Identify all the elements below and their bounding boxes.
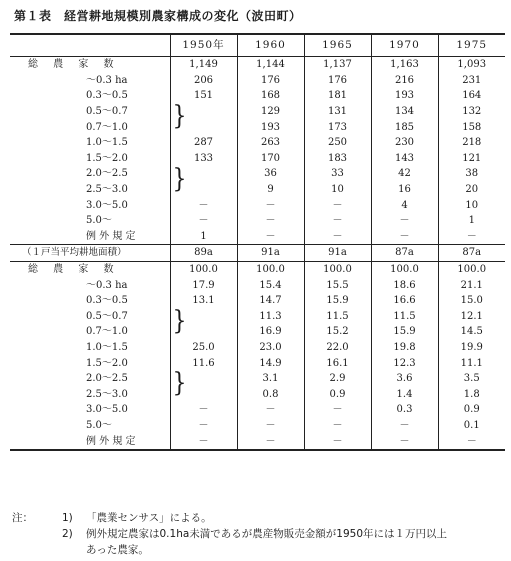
brace-icon: } — [172, 368, 187, 399]
table-row — [10, 182, 505, 198]
cell-value: 11.5 — [371, 309, 438, 325]
size-class-label: 例 外 規 定 — [86, 230, 136, 242]
cell-value: 1 — [170, 229, 237, 245]
size-class-label: 2.0～2.5 — [86, 168, 128, 180]
average-value: 87a — [371, 245, 438, 262]
cell-value: － — [371, 213, 438, 229]
brace-icon: } — [172, 164, 187, 195]
table-row — [10, 197, 505, 213]
cell-value: 15.9 — [371, 324, 438, 340]
cell-value: 3.1 — [237, 371, 304, 387]
cell-value: － — [237, 229, 304, 245]
cell-value: 176 — [237, 73, 304, 89]
year-header: 1975 — [438, 34, 505, 57]
brace-icon: } — [172, 306, 187, 337]
average-value: 91a — [237, 245, 304, 262]
cell-value: 218 — [438, 135, 505, 151]
cell-value: 287 — [170, 135, 237, 151]
cell-value: － — [237, 402, 304, 418]
cell-value: － — [170, 418, 237, 434]
cell-value: 216 — [371, 73, 438, 89]
cell-value: 19.8 — [371, 340, 438, 356]
cell-value: 193 — [371, 88, 438, 104]
cell-value: 16.6 — [371, 293, 438, 309]
cell-value: 20 — [438, 182, 505, 198]
note-row — [12, 542, 447, 558]
average-value: 87a — [438, 245, 505, 262]
table-row — [10, 386, 505, 402]
table-row — [10, 418, 505, 434]
cell-value: 121 — [438, 151, 505, 167]
size-class-label: 1.0～1.5 — [86, 341, 128, 353]
size-class-label: ～0.3 ha — [86, 74, 128, 86]
cell-value: 16 — [371, 182, 438, 198]
table-row — [10, 73, 505, 89]
cell-value: － — [438, 229, 505, 245]
cell-value: － — [237, 418, 304, 434]
cell-value: 170 — [237, 151, 304, 167]
year-header: 1970 — [371, 34, 438, 57]
cell-value: 11.5 — [304, 309, 371, 325]
note-text: 例外規定農家は0.1ha未満であるが農産物販売金額が1950年には１万円以上 — [86, 528, 448, 540]
cell-value: 18.6 — [371, 277, 438, 293]
cell-value: 263 — [237, 135, 304, 151]
cell-value: 151 — [170, 88, 237, 104]
year-header: 1965 — [304, 34, 371, 57]
total-value: 100.0 — [237, 261, 304, 277]
size-class-label: 0.3～0.5 — [86, 295, 128, 307]
cell-value: － — [170, 433, 237, 450]
total-value: 100.0 — [371, 261, 438, 277]
notes-label: 注： — [12, 512, 33, 524]
note-text: あった農家。 — [86, 544, 149, 556]
cell-value: － — [237, 213, 304, 229]
cell-value: － — [170, 402, 237, 418]
cell-value: 206 — [170, 73, 237, 89]
cell-value: 16.1 — [304, 355, 371, 371]
year-header: 1950年 — [170, 34, 237, 57]
size-class-label: 3.0～5.0 — [86, 404, 128, 416]
total-value: 100.0 — [438, 261, 505, 277]
cell-value: 250 — [304, 135, 371, 151]
total-row — [10, 261, 505, 277]
table-row — [10, 151, 505, 167]
size-class-label: 0.7～1.0 — [86, 326, 128, 338]
size-class-label: 0.3～0.5 — [86, 90, 128, 102]
cell-value: 173 — [304, 119, 371, 135]
total-value: 1,163 — [371, 57, 438, 73]
table-row — [10, 166, 505, 182]
table-row — [10, 119, 505, 135]
table-row — [10, 309, 505, 325]
table-row — [10, 340, 505, 356]
total-label: 総 農 家 数 — [28, 59, 120, 71]
cell-value: 15.9 — [304, 293, 371, 309]
cell-value: 193 — [237, 119, 304, 135]
cell-value: 0.1 — [438, 418, 505, 434]
cell-value: － — [371, 229, 438, 245]
size-class-label: 2.5～3.0 — [86, 388, 128, 400]
cell-value: 14.7 — [237, 293, 304, 309]
table-title: 第１表 経営耕地規模別農家構成の変化（波田町） — [14, 9, 302, 23]
table-row — [10, 402, 505, 418]
cell-value: 11.3 — [237, 309, 304, 325]
cell-value: 176 — [304, 73, 371, 89]
table-row — [10, 213, 505, 229]
cell-value: 11.6 — [170, 355, 237, 371]
total-value: 100.0 — [304, 261, 371, 277]
table-row — [10, 277, 505, 293]
notes — [12, 510, 447, 558]
size-class-label: 5.0～ — [86, 419, 112, 431]
cell-value: 164 — [438, 88, 505, 104]
size-class-label: 例 外 規 定 — [10, 433, 170, 450]
size-class-label: 5.0～ — [86, 215, 112, 227]
table-row — [10, 293, 505, 309]
size-class-label: 3.0～5.0 — [86, 199, 128, 211]
cell-value: 19.9 — [438, 340, 505, 356]
note-number — [62, 542, 86, 558]
size-class-label: ～0.3 ha — [86, 279, 128, 291]
cell-value: 0.9 — [438, 402, 505, 418]
cell-value: 15.5 — [304, 277, 371, 293]
cell-value: 1.8 — [438, 386, 505, 402]
cell-value: 3.5 — [438, 371, 505, 387]
header-row — [10, 34, 505, 57]
cell-value: 10 — [304, 182, 371, 198]
cell-value: 11.1 — [438, 355, 505, 371]
cell-value: 132 — [438, 104, 505, 120]
cell-value: － — [371, 418, 438, 434]
cell-value: 13.1 — [170, 293, 237, 309]
cell-value: 42 — [371, 166, 438, 182]
cell-value: 12.3 — [371, 355, 438, 371]
table-row — [10, 104, 505, 120]
note-number: 1) — [62, 512, 73, 524]
size-class-label: 2.0～2.5 — [86, 373, 128, 385]
cell-value: 15.0 — [438, 293, 505, 309]
cell-value: 231 — [438, 73, 505, 89]
table-row — [10, 355, 505, 371]
cell-value: 129 — [237, 104, 304, 120]
cell-value: 158 — [438, 119, 505, 135]
merged-1950-value — [170, 306, 237, 340]
cell-value: 16.9 — [237, 324, 304, 340]
cell-value: 17.9 — [170, 277, 237, 293]
cell-value: 133 — [170, 151, 237, 167]
cell-value: － — [304, 402, 371, 418]
cell-value: 14.5 — [438, 324, 505, 340]
total-value: 1,149 — [170, 57, 237, 73]
cell-value: 134 — [371, 104, 438, 120]
total-value: 1,093 — [438, 57, 505, 73]
cell-value: 23.0 — [237, 340, 304, 356]
cell-value: 3.6 — [371, 371, 438, 387]
cell-value: 185 — [371, 119, 438, 135]
cell-value: 33 — [304, 166, 371, 182]
total-label: 総 農 家 数 — [28, 264, 120, 276]
cell-value: 4 — [371, 197, 438, 213]
cell-value: 2.9 — [304, 371, 371, 387]
total-value: 1,144 — [237, 57, 304, 73]
cell-value: 181 — [304, 88, 371, 104]
brace-icon: } — [172, 101, 187, 132]
cell-value: － — [304, 418, 371, 434]
year-header: 1960 — [237, 34, 304, 57]
cell-value: 143 — [371, 151, 438, 167]
size-class-label: 1.5～2.0 — [86, 357, 128, 369]
table-row — [10, 433, 505, 450]
table-row — [10, 371, 505, 387]
cell-value: 15.2 — [304, 324, 371, 340]
cell-value: － — [237, 433, 304, 450]
merged-1950-value — [170, 101, 237, 135]
table-row — [10, 88, 505, 104]
cell-value: 0.3 — [371, 402, 438, 418]
cell-value: 0.9 — [304, 386, 371, 402]
average-value: 91a — [304, 245, 371, 262]
cell-value: － — [371, 433, 438, 450]
size-class-label: 2.5～3.0 — [86, 184, 128, 196]
total-row — [10, 57, 505, 73]
merged-1950-value — [170, 368, 237, 402]
cell-value: 230 — [371, 135, 438, 151]
average-label: （１戸当平均耕地面積） — [10, 245, 170, 262]
cell-value: － — [170, 197, 237, 213]
size-class-label: 0.5～0.7 — [86, 310, 128, 322]
cell-value: 36 — [237, 166, 304, 182]
cell-value: 12.1 — [438, 309, 505, 325]
cell-value: 22.0 — [304, 340, 371, 356]
cell-value: 1 — [438, 213, 505, 229]
cell-value: － — [438, 433, 505, 450]
cell-value: 21.1 — [438, 277, 505, 293]
header-blank — [10, 34, 170, 57]
cell-value: － — [304, 213, 371, 229]
cell-value: － — [304, 229, 371, 245]
note-row — [12, 510, 447, 526]
table-row — [10, 324, 505, 340]
cell-value: 14.9 — [237, 355, 304, 371]
total-value: 100.0 — [170, 261, 237, 277]
cell-value: 25.0 — [170, 340, 237, 356]
note-row — [12, 526, 447, 542]
note-text: 「農業センサス」による。 — [86, 512, 212, 524]
cell-value: 131 — [304, 104, 371, 120]
farm-structure-table — [10, 33, 505, 451]
cell-value: 168 — [237, 88, 304, 104]
average-value: 89a — [170, 245, 237, 262]
average-area-row — [10, 245, 505, 262]
merged-1950-value — [170, 166, 237, 197]
cell-value: 183 — [304, 151, 371, 167]
cell-value: 0.8 — [237, 386, 304, 402]
cell-value: － — [170, 213, 237, 229]
total-value: 1,137 — [304, 57, 371, 73]
size-class-label: 1.0～1.5 — [86, 137, 128, 149]
size-class-label: 1.5～2.0 — [86, 152, 128, 164]
size-class-label: 0.5～0.7 — [86, 106, 128, 118]
table-row — [10, 229, 505, 245]
cell-value: 9 — [237, 182, 304, 198]
cell-value: － — [237, 197, 304, 213]
size-class-label: 0.7～1.0 — [86, 121, 128, 133]
cell-value: 38 — [438, 166, 505, 182]
cell-value: 10 — [438, 197, 505, 213]
cell-value: － — [304, 433, 371, 450]
note-number: 2) — [62, 528, 73, 540]
cell-value: 15.4 — [237, 277, 304, 293]
table-row — [10, 135, 505, 151]
cell-value: － — [304, 197, 371, 213]
cell-value: 1.4 — [371, 386, 438, 402]
